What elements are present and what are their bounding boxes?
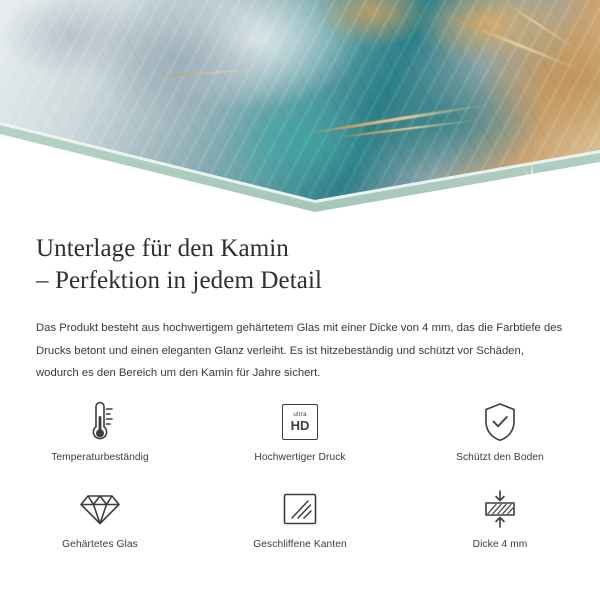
headline-line-2: – Perfektion in jedem Detail [36, 267, 323, 294]
feature-item-polished-edges [200, 485, 400, 550]
page-title [36, 233, 564, 297]
thickness-icon [480, 485, 520, 533]
diamond-icon [79, 485, 121, 533]
text-content [0, 215, 600, 385]
feature-label: Schützt den Boden [456, 452, 544, 463]
feature-label: Temperaturbeständig [51, 452, 149, 463]
feature-label: Hochwertiger Druck [254, 452, 346, 463]
feature-item-thickness [400, 485, 600, 550]
feature-label: Geschliffene Kanten [253, 539, 347, 550]
feature-grid [0, 398, 600, 550]
ultra-hd-icon [282, 398, 318, 446]
feature-item-floor-protection [400, 398, 600, 463]
badge-hd-text: HD [290, 418, 310, 434]
feature-item-print-quality [200, 398, 400, 463]
badge-ultra-text: ultra [293, 410, 307, 418]
headline-line-1: Unterlage für den Kamin [36, 235, 289, 262]
feature-item-tempered-glass [0, 485, 200, 550]
hero-image [0, 0, 600, 215]
body-paragraph: Das Produkt besteht aus hochwertigem gehärtetem Glas mit einer Dicke von 4 mm, das die Farbtiefe des Drucks betont und einen eleganten Glanz verleiht. Es ist hitzebeständig und schützt vor Schäden, wodurch es den Bereich um den Kamin für Jahre sichert. [36, 322, 563, 380]
feature-label: Dicke 4 mm [472, 539, 528, 550]
polished-edges-icon [281, 485, 319, 533]
shield-check-icon [481, 398, 519, 446]
feature-label: Gehärtetes Glas [62, 539, 138, 550]
feature-item-temperature [0, 398, 200, 463]
thermometer-icon [83, 398, 117, 446]
